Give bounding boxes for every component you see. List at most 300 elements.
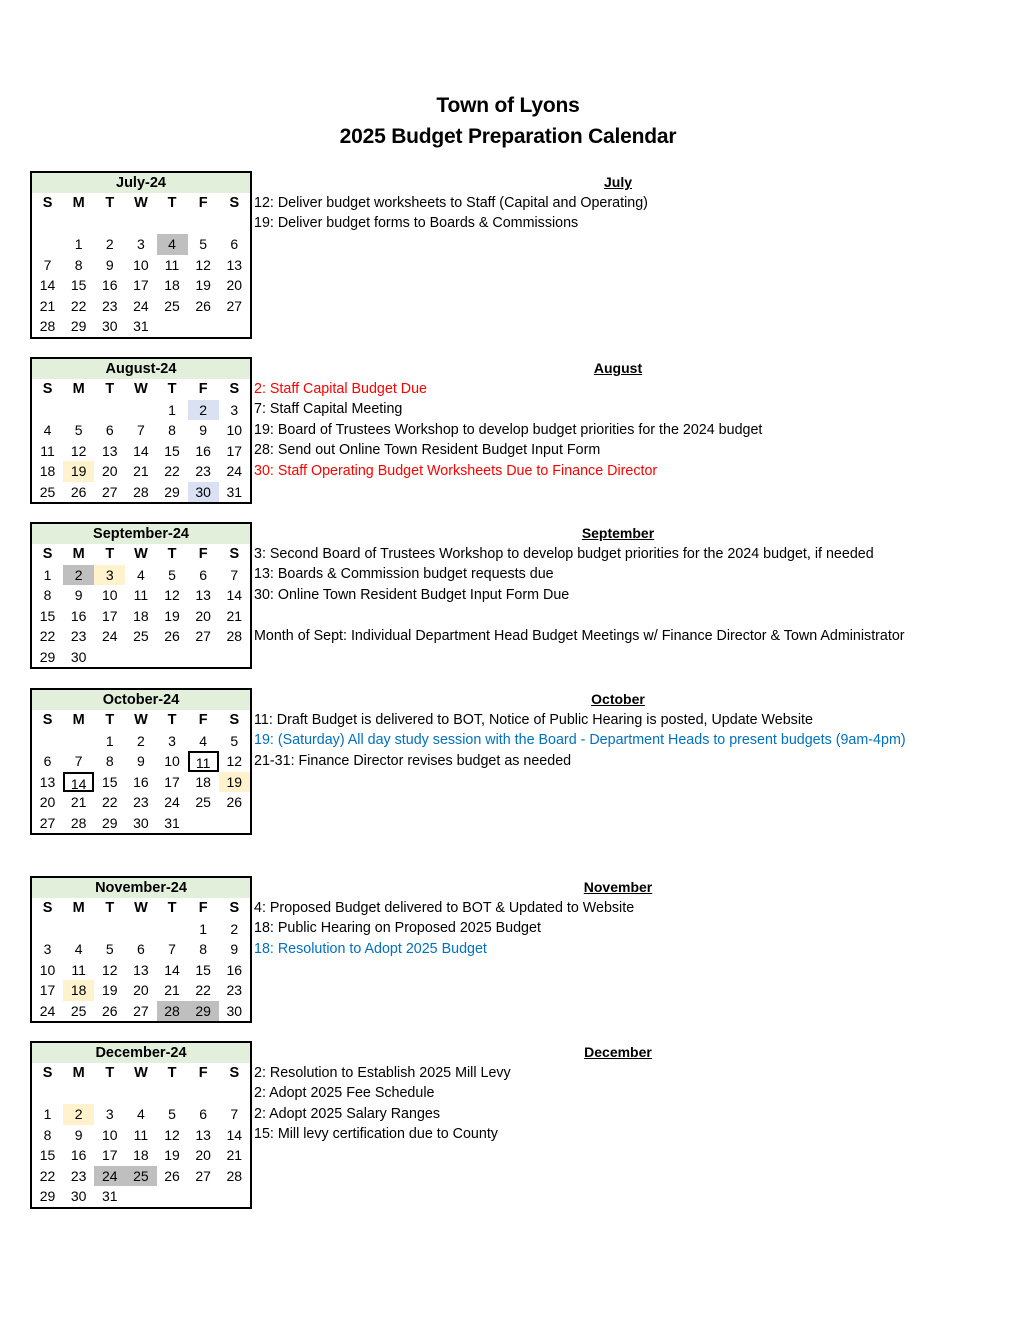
- day-grid: [32, 379, 250, 502]
- day-cell: 28: [226, 628, 243, 644]
- day-cell: 30: [102, 318, 118, 334]
- day-cell: 25: [125, 1166, 156, 1187]
- day-cell: 30: [188, 482, 219, 503]
- day-cell: 19: [164, 607, 180, 624]
- day-cell: 15: [164, 442, 180, 459]
- month-header: September-24: [32, 524, 250, 544]
- day-cell: 12: [164, 1126, 180, 1143]
- day-cell: 5: [105, 941, 114, 957]
- day-cell: 11: [71, 961, 86, 978]
- day-cell: 5: [74, 422, 83, 438]
- day-cell: 8: [43, 1126, 52, 1143]
- day-cell: 29: [39, 1188, 56, 1204]
- weekday-label: W: [134, 1065, 148, 1081]
- note-line: 12: Deliver budget worksheets to Staff (Capital and Operating): [254, 194, 648, 211]
- notes-month-title: December: [584, 1044, 652, 1060]
- day-cell: 12: [226, 753, 243, 769]
- weekday-label: F: [198, 712, 208, 728]
- day-cell: 29: [188, 1001, 219, 1022]
- day-cell: 6: [43, 753, 52, 769]
- day-cell: 5: [168, 1106, 176, 1122]
- note-line: 28: Send out Online Town Resident Budget Input Form: [254, 442, 601, 458]
- day-cell: 4: [137, 566, 145, 583]
- weekday-label: T: [105, 712, 115, 728]
- day-cell: 27: [195, 1167, 211, 1184]
- weekday-label: T: [167, 381, 177, 397]
- day-cell: 8: [43, 587, 52, 603]
- note-line: 2: Adopt 2025 Salary Ranges: [254, 1105, 440, 1122]
- day-cell: 7: [74, 753, 83, 769]
- day-cell: 21: [226, 607, 243, 624]
- day-cell: 15: [102, 773, 118, 790]
- weekday-label: M: [72, 1065, 85, 1081]
- day-cell: 4: [74, 941, 83, 957]
- day-cell: 26: [195, 297, 211, 314]
- empty-cell: [188, 813, 219, 834]
- day-cell: 26: [164, 628, 180, 644]
- day-cell: 17: [164, 773, 180, 790]
- day-cell: 16: [195, 442, 211, 459]
- document-subtitle: 2025 Budget Preparation Calendar: [339, 125, 677, 148]
- weekday-label: T: [167, 900, 177, 916]
- day-cell: 14: [226, 1126, 243, 1143]
- day-cell: 7: [168, 941, 176, 957]
- weekday-label: M: [72, 900, 85, 916]
- empty-cell: [188, 214, 219, 235]
- weekday-label: S: [229, 546, 240, 562]
- empty-cell: [94, 214, 125, 235]
- day-cell: 27: [102, 483, 118, 500]
- empty-cell: [125, 400, 156, 421]
- day-cell: 15: [70, 277, 87, 293]
- month-calendar: [30, 171, 252, 339]
- day-cell: 7: [230, 1106, 239, 1122]
- month-header: August-24: [32, 359, 250, 379]
- day-cell: 25: [133, 628, 149, 644]
- day-cell: 16: [70, 607, 87, 624]
- weekday-label: S: [42, 900, 53, 916]
- day-cell: 25: [164, 297, 180, 314]
- day-cell: 13: [195, 1126, 211, 1143]
- day-cell: 31: [102, 1188, 118, 1204]
- weekday-label: T: [167, 546, 177, 562]
- day-cell: 10: [133, 256, 149, 273]
- weekday-label: W: [134, 900, 148, 916]
- day-cell: 25: [70, 1002, 87, 1019]
- day-cell: 11: [164, 256, 180, 273]
- day-cell: 3: [168, 732, 176, 749]
- empty-cell: [63, 731, 94, 752]
- day-cell: 18: [195, 773, 211, 790]
- day-cell: 15: [39, 607, 56, 624]
- day-cell: 21: [133, 463, 149, 479]
- day-cell: 8: [199, 941, 208, 957]
- empty-cell: [63, 919, 94, 940]
- day-cell: 22: [39, 628, 56, 644]
- day-cell: 10: [226, 422, 243, 438]
- weekday-label: W: [134, 195, 148, 211]
- day-cell: 17: [226, 442, 243, 459]
- empty-cell: [157, 919, 188, 940]
- weekday-label: S: [229, 712, 240, 728]
- note-line: 13: Boards & Commission budget requests due: [254, 566, 554, 582]
- note-line: 2: Adopt 2025 Fee Schedule: [254, 1085, 435, 1101]
- weekday-label: F: [198, 546, 208, 562]
- weekday-label: W: [134, 712, 148, 728]
- day-cell: 9: [137, 753, 145, 769]
- weekday-label: F: [198, 195, 208, 211]
- day-cell: 20: [133, 982, 149, 998]
- day-cell: 8: [105, 753, 114, 769]
- empty-cell: [94, 647, 125, 668]
- day-cell: 22: [164, 463, 180, 479]
- document-title: Town of Lyons: [436, 94, 580, 117]
- day-cell: 14: [133, 442, 149, 459]
- day-cell: 29: [164, 483, 180, 500]
- day-cell: 8: [168, 422, 176, 438]
- empty-cell: [219, 1186, 250, 1207]
- day-cell: 30: [226, 1002, 243, 1019]
- month-calendar: [30, 522, 252, 669]
- day-cell: 1: [74, 236, 83, 252]
- day-cell: 7: [137, 422, 145, 438]
- day-cell: 17: [39, 982, 56, 998]
- empty-cell: [188, 316, 219, 337]
- day-cell: 9: [105, 256, 114, 273]
- month-header: December-24: [32, 1043, 250, 1063]
- day-cell: 6: [137, 941, 145, 957]
- empty-cell: [188, 647, 219, 668]
- weekday-label: M: [72, 712, 85, 728]
- day-cell: 15: [195, 961, 211, 978]
- day-cell: 11: [133, 1126, 149, 1143]
- day-cell: 5: [168, 566, 176, 583]
- day-cell: 18: [133, 607, 149, 624]
- note-line: 19: Deliver budget forms to Boards & Commissions: [254, 215, 579, 231]
- day-cell: 1: [199, 920, 208, 937]
- day-cell: 8: [74, 256, 83, 273]
- day-cell: 17: [133, 277, 149, 293]
- day-cell: 29: [70, 318, 87, 334]
- day-cell: 31: [164, 814, 180, 831]
- day-cell: 28: [39, 318, 56, 334]
- weekday-label: S: [42, 381, 53, 397]
- notes-month-title: October: [591, 691, 645, 707]
- day-cell: 23: [195, 463, 211, 479]
- day-cell: 2: [188, 400, 219, 421]
- day-cell: 2: [63, 1104, 94, 1125]
- empty-cell: [157, 214, 188, 235]
- day-cell: 3: [43, 941, 52, 957]
- day-cell: 31: [133, 318, 149, 334]
- empty-cell: [32, 731, 63, 752]
- day-cell: 23: [70, 1167, 87, 1184]
- day-cell: 28: [157, 1001, 188, 1022]
- day-cell: 14: [39, 277, 56, 293]
- day-cell: 19: [219, 772, 250, 793]
- day-cell: 10: [39, 961, 56, 978]
- weekday-label: F: [198, 381, 208, 397]
- day-cell: 26: [70, 483, 87, 500]
- weekday-label: S: [42, 195, 53, 211]
- empty-cell: [125, 1084, 156, 1105]
- day-cell: 10: [102, 587, 118, 603]
- day-grid: [32, 544, 250, 667]
- weekday-label: S: [229, 381, 240, 397]
- day-cell: 19: [195, 277, 211, 293]
- empty-cell: [157, 316, 188, 337]
- day-cell: 18: [63, 980, 94, 1001]
- day-cell: 28: [133, 483, 149, 500]
- day-cell: 18: [39, 463, 56, 479]
- weekday-label: M: [72, 546, 85, 562]
- empty-cell: [32, 234, 63, 255]
- empty-cell: [32, 400, 63, 421]
- empty-cell: [157, 1186, 188, 1207]
- day-cell: 1: [168, 401, 176, 418]
- note-line: 18: Public Hearing on Proposed 2025 Budget: [254, 920, 541, 936]
- weekday-label: S: [229, 195, 240, 211]
- note-line: 21-31: Finance Director revises budget as needed: [254, 752, 572, 769]
- weekday-label: S: [42, 1065, 53, 1081]
- day-cell: 20: [39, 794, 56, 810]
- day-cell: 12: [70, 442, 87, 459]
- month-header: October-24: [32, 690, 250, 710]
- day-cell: 26: [164, 1167, 180, 1184]
- day-grid: [32, 898, 250, 1021]
- empty-cell: [219, 813, 250, 834]
- day-cell: 29: [102, 814, 118, 831]
- empty-cell: [94, 1084, 125, 1105]
- weekday-label: T: [167, 195, 177, 211]
- notes-month-title: September: [581, 525, 655, 541]
- day-cell: 13: [133, 961, 149, 978]
- day-cell: 24: [226, 463, 243, 479]
- day-cell: 16: [70, 1147, 87, 1163]
- day-cell: 24: [102, 628, 118, 644]
- weekday-label: T: [105, 195, 115, 211]
- empty-cell: [125, 214, 156, 235]
- day-cell: 27: [226, 297, 243, 314]
- day-cell: 6: [105, 422, 114, 438]
- empty-cell: [63, 1084, 94, 1105]
- weekday-label: M: [72, 195, 85, 211]
- day-cell: 4: [137, 1106, 145, 1122]
- day-cell: 12: [164, 587, 180, 603]
- day-cell: 28: [70, 814, 87, 831]
- day-cell: 17: [102, 607, 118, 624]
- note-line: 15: Mill levy certification due to County: [254, 1126, 498, 1142]
- notes-month-title: November: [583, 879, 653, 895]
- day-cell: 10: [164, 753, 180, 769]
- day-cell: 25: [195, 794, 211, 810]
- day-cell: 9: [230, 941, 239, 957]
- weekday-label: W: [134, 546, 148, 562]
- day-cell: 31: [226, 483, 243, 500]
- day-cell: 23: [133, 794, 149, 810]
- day-cell: 11: [133, 587, 149, 603]
- day-cell: 24: [39, 1002, 56, 1019]
- weekday-label: M: [72, 381, 85, 397]
- month-header: July-24: [32, 173, 250, 193]
- note-line: 7: Staff Capital Meeting: [254, 401, 403, 417]
- day-cell: 23: [70, 628, 87, 644]
- day-cell: 14: [164, 961, 180, 978]
- weekday-label: T: [105, 546, 115, 562]
- day-cell: 12: [195, 256, 211, 273]
- day-cell: 13: [226, 256, 243, 273]
- day-cell: 17: [102, 1147, 118, 1163]
- day-cell: 3: [137, 236, 145, 252]
- day-cell: 10: [102, 1126, 118, 1143]
- note-line: 3: Second Board of Trustees Workshop to develop budget priorities for the 2024 budget, if needed: [254, 545, 874, 562]
- day-cell: 1: [43, 1106, 52, 1122]
- day-cell: 19: [102, 982, 118, 998]
- day-cell: 21: [226, 1147, 243, 1163]
- day-cell: 30: [70, 648, 87, 665]
- weekday-label: W: [134, 381, 148, 397]
- empty-cell: [219, 316, 250, 337]
- weekday-label: T: [105, 1065, 115, 1081]
- day-cell: 7: [43, 256, 52, 273]
- empty-cell: [188, 1186, 219, 1207]
- empty-cell: [63, 400, 94, 421]
- day-cell: 24: [94, 1166, 125, 1187]
- day-grid: [32, 1063, 250, 1207]
- day-cell: 22: [70, 297, 87, 314]
- day-cell: 14: [226, 587, 243, 603]
- day-cell: 20: [195, 1147, 211, 1163]
- day-cell: 11: [40, 442, 55, 459]
- note-line: 18: Resolution to Adopt 2025 Budget: [254, 940, 487, 957]
- day-cell: 23: [102, 297, 118, 314]
- day-cell: 14: [63, 772, 94, 793]
- day-cell: 3: [94, 565, 125, 586]
- day-cell: 21: [39, 297, 56, 314]
- day-cell: 29: [39, 648, 56, 665]
- empty-cell: [219, 647, 250, 668]
- weekday-label: S: [42, 546, 53, 562]
- day-cell: 6: [199, 1106, 208, 1122]
- day-cell: 16: [102, 277, 118, 293]
- day-cell: 11: [188, 751, 219, 772]
- note-line: 19: (Saturday) All day study session with the Board - Department Heads to present budgets (9am-4pm): [254, 732, 906, 748]
- day-cell: 1: [105, 732, 114, 749]
- month-header: November-24: [32, 878, 250, 898]
- day-cell: 13: [195, 587, 211, 603]
- day-cell: 25: [39, 483, 56, 500]
- day-cell: 6: [199, 566, 208, 583]
- day-cell: 1: [43, 566, 52, 583]
- day-cell: 4: [43, 422, 52, 438]
- day-cell: 22: [195, 982, 211, 998]
- weekday-label: F: [198, 900, 208, 916]
- day-cell: 13: [39, 773, 56, 790]
- day-cell: 9: [74, 587, 83, 603]
- month-calendar: [30, 688, 252, 835]
- empty-cell: [157, 1084, 188, 1105]
- day-cell: 18: [133, 1147, 149, 1163]
- day-cell: 3: [230, 401, 239, 418]
- day-cell: 20: [195, 607, 211, 624]
- day-cell: 2: [105, 236, 114, 252]
- day-cell: 27: [133, 1002, 149, 1019]
- empty-cell: [32, 919, 63, 940]
- month-calendar: [30, 876, 252, 1023]
- weekday-label: S: [229, 900, 240, 916]
- empty-cell: [94, 919, 125, 940]
- day-cell: 30: [133, 814, 149, 831]
- empty-cell: [63, 214, 94, 235]
- day-cell: 4: [157, 234, 188, 255]
- notes-month-title: July: [603, 174, 632, 190]
- day-cell: 22: [39, 1167, 56, 1184]
- month-calendar: [30, 1041, 252, 1209]
- day-grid: [32, 193, 250, 337]
- day-cell: 9: [74, 1126, 83, 1143]
- empty-cell: [32, 1084, 63, 1105]
- day-cell: 20: [226, 277, 243, 293]
- day-cell: 12: [102, 961, 118, 978]
- day-cell: 7: [230, 566, 239, 583]
- empty-cell: [219, 214, 250, 235]
- weekday-label: T: [105, 900, 115, 916]
- day-cell: 24: [164, 794, 180, 810]
- day-grid: [32, 710, 250, 833]
- empty-cell: [125, 647, 156, 668]
- day-cell: 9: [199, 422, 208, 438]
- empty-cell: [188, 1084, 219, 1105]
- note-line: 2: Resolution to Establish 2025 Mill Levy: [254, 1064, 511, 1081]
- weekday-label: T: [167, 1065, 177, 1081]
- day-cell: 24: [133, 297, 149, 314]
- day-cell: 2: [230, 920, 239, 937]
- day-cell: 27: [195, 628, 211, 644]
- weekday-label: F: [198, 1065, 208, 1081]
- day-cell: 21: [70, 794, 87, 810]
- note-line: 30: Online Town Resident Budget Input Form Due: [254, 586, 570, 603]
- weekday-label: S: [42, 712, 53, 728]
- day-cell: 16: [226, 961, 243, 978]
- day-cell: 26: [226, 794, 243, 810]
- day-cell: 27: [39, 814, 56, 831]
- day-cell: 3: [105, 1106, 114, 1122]
- day-cell: 19: [63, 461, 94, 482]
- empty-cell: [157, 647, 188, 668]
- day-cell: 22: [102, 794, 118, 810]
- day-cell: 16: [133, 773, 149, 790]
- weekday-label: T: [105, 381, 115, 397]
- day-cell: 15: [39, 1147, 56, 1163]
- day-cell: 18: [164, 277, 180, 293]
- day-cell: 2: [63, 565, 94, 586]
- day-cell: 5: [230, 732, 239, 749]
- day-cell: 28: [226, 1167, 243, 1184]
- day-cell: 20: [102, 463, 118, 479]
- day-cell: 13: [102, 442, 118, 459]
- day-cell: 4: [199, 732, 208, 749]
- note-line: 30: Staff Operating Budget Worksheets Due to Finance Director: [254, 462, 658, 479]
- day-cell: 19: [164, 1147, 180, 1163]
- day-cell: 26: [102, 1002, 118, 1019]
- note-line: Month of Sept: Individual Department Head Budget Meetings w/ Finance Director & Town Administrator: [254, 627, 905, 644]
- note-line: 19: Board of Trustees Workshop to develop budget priorities for the 2024 budget: [254, 421, 763, 438]
- day-cell: 30: [70, 1188, 87, 1204]
- weekday-label: T: [167, 712, 177, 728]
- note-line: 11: Draft Budget is delivered to BOT, Notice of Public Hearing is posted, Update Website: [254, 711, 813, 728]
- note-line: 2: Staff Capital Budget Due: [254, 380, 428, 397]
- empty-cell: [125, 919, 156, 940]
